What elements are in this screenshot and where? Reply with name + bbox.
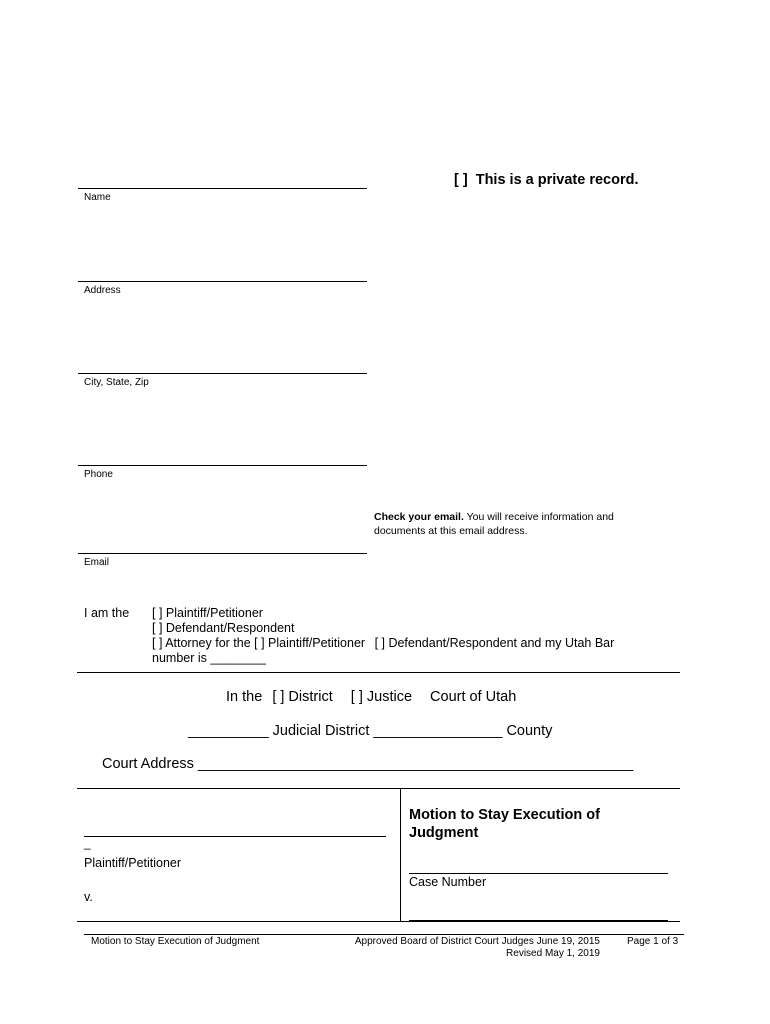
court-line [226,689,516,705]
district-court-checkbox[interactable]: [ ] District [272,689,333,705]
plaintiff-checkbox[interactable]: [ ] Plaintiff/Petitioner [152,606,263,620]
caption-bottom-rule [77,921,680,922]
private-record-text: This is a private record. [475,172,639,188]
judicial-district-line[interactable]: __________ Judicial District ________________ County [188,723,553,739]
bar-number-field[interactable]: number is ________ [152,651,266,665]
document-title-line2: Judgment [409,825,479,841]
footer-page-number: Page 1 of 3 [627,936,679,947]
name-line [78,188,367,189]
attorney-option [152,636,652,651]
defendant-checkbox[interactable]: [ ] Defendant/Respondent [152,621,295,635]
footer-approved-date: Approved Board of District Court Judges June 19, 2015 [354,936,600,947]
email-notice-bold: Check your email. [374,511,464,523]
attorney-checkbox[interactable]: [ ] Attorney for the [ ] Plaintiff/Petitioner [152,636,366,650]
name-label: Name [84,192,111,203]
email-notice-text: You will receive information and [463,511,614,523]
justice-court-checkbox[interactable]: [ ] Justice [350,689,413,705]
party-options [152,606,652,666]
attorney-defendant-checkbox[interactable]: [ ] Defendant/Respondent and my Utah Bar [374,636,615,650]
city-state-zip-field[interactable] [78,373,367,388]
email-label: Email [84,557,110,568]
footer-rule [84,934,684,935]
address-label: Address [84,285,121,296]
address-line [78,281,367,282]
judge-field[interactable] [409,920,668,921]
city-state-zip-line [78,373,367,374]
caption-vertical-rule [400,788,401,922]
in-the-text: In the [226,689,263,705]
footer-revised-date: Revised May 1, 2019 [506,948,600,959]
document-title-line1: Motion to Stay Execution of [409,807,600,823]
caption-top-rule [77,788,680,789]
footer-approved [350,936,600,960]
city-state-zip-label: City, State, Zip [84,377,149,388]
plaintiff-label: Plaintiff/Petitioner [84,856,182,870]
email-notice-line2: documents at this email address. [374,525,528,537]
address-field[interactable] [78,281,367,296]
phone-label: Phone [84,469,113,480]
phone-field[interactable] [78,465,367,480]
section-divider [77,672,680,673]
i-am-label: I am the [84,606,130,620]
case-number-field[interactable] [409,873,668,874]
email-field[interactable] [78,553,367,568]
phone-line [78,465,367,466]
court-of-utah-text: Court of Utah [430,689,517,705]
private-record-notice [454,172,639,188]
court-address-line[interactable]: Court Address ______________________________________________________ [102,756,634,772]
versus-text: v. [84,890,93,904]
name-field[interactable] [78,188,367,203]
document-title [409,806,600,842]
email-line [78,553,367,554]
footer-form-title: Motion to Stay Execution of Judgment [91,936,260,947]
plaintiff-underscore: _ [84,836,91,850]
email-notice [374,510,674,538]
plaintiff-name-field[interactable] [84,836,386,837]
private-record-checkbox[interactable]: [ ] [454,172,468,188]
case-number-label: Case Number [409,875,487,889]
